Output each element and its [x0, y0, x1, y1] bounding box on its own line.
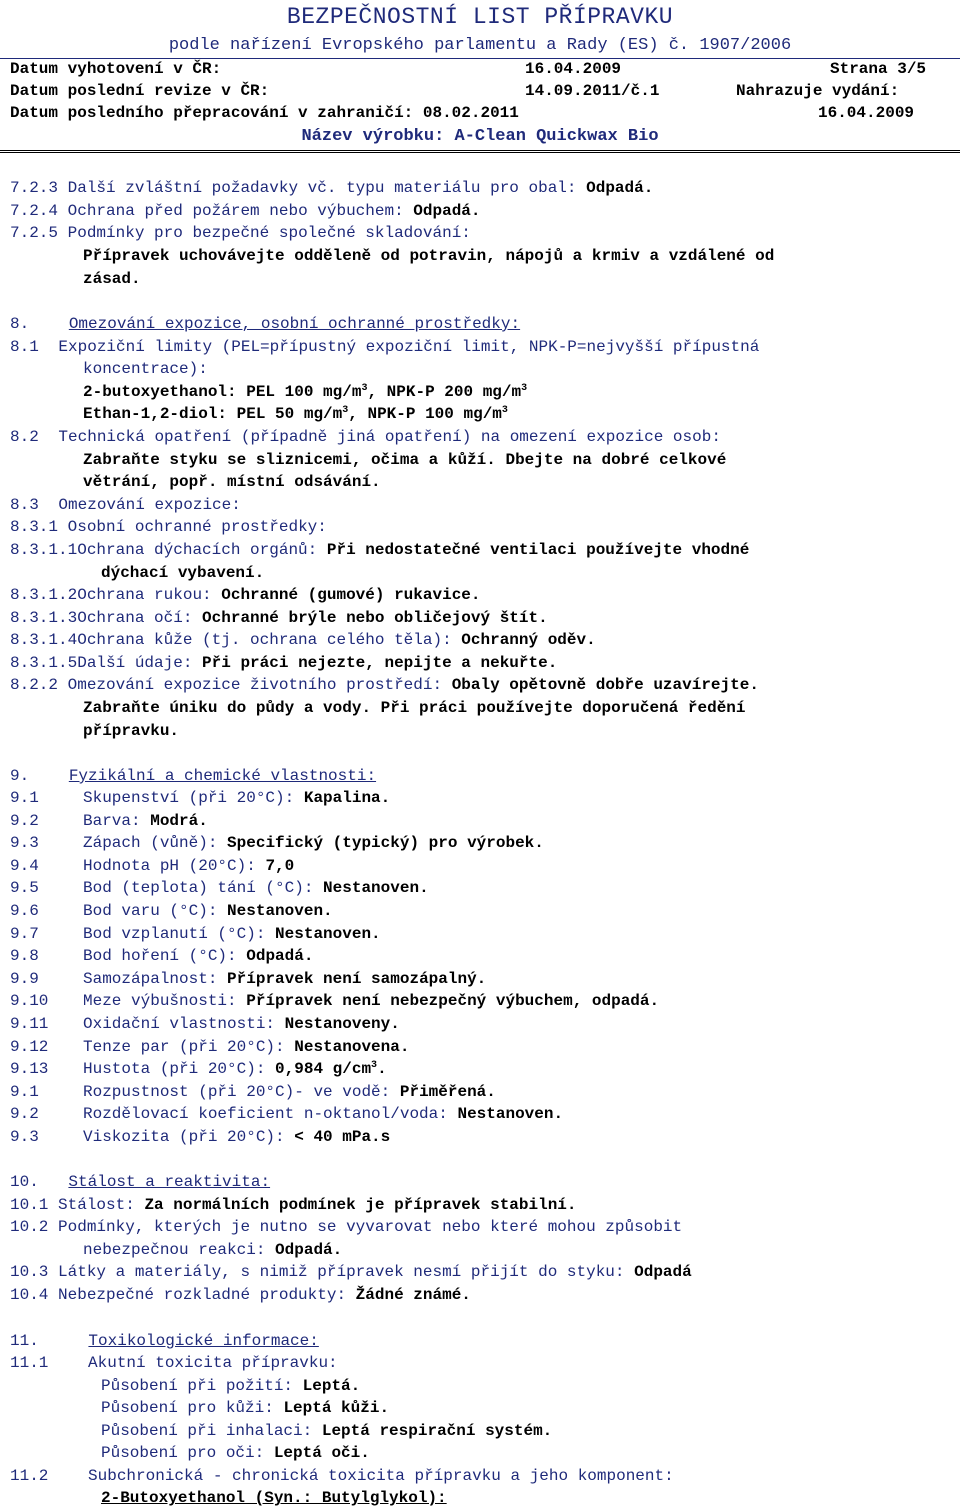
property-value: Nestanoven.	[457, 1105, 564, 1123]
property-label: Viskozita (při 20°C):	[83, 1128, 295, 1146]
header-bottom-rule	[0, 150, 960, 153]
item-number: 11.2	[10, 1467, 49, 1485]
property-label: Hustota (při 20°C):	[83, 1060, 276, 1078]
line-11-2	[10, 1465, 674, 1487]
page-number: Strana 3/5	[830, 60, 927, 78]
property-value: Přípravek není samozápalný.	[227, 970, 487, 988]
effect-ingestion	[101, 1375, 360, 1397]
property-value: Přiměřená.	[399, 1083, 496, 1101]
section-9-heading	[10, 765, 376, 787]
item-value: Odpadá.	[275, 1241, 343, 1259]
effect-value: Leptá respirační systém.	[321, 1422, 553, 1440]
document-subtitle: podle nařízení Evropského parlamentu a Rady (ES) č. 1907/2006	[168, 36, 792, 55]
item-text: Další údaje:	[77, 654, 203, 672]
property-number: 9.12	[10, 1038, 49, 1056]
line-8-2-2	[10, 674, 759, 696]
item-number: 8.3.1	[10, 518, 59, 536]
item-value: Ochranné (gumové) rukavice.	[221, 586, 481, 604]
item-text: Omezování expozice:	[58, 496, 241, 514]
line-7-2-4	[10, 200, 481, 222]
property-value: 0,984 g/cm	[275, 1060, 372, 1078]
section-number: 9.	[10, 767, 30, 785]
limit-2-butoxyethanol	[83, 381, 527, 403]
superscript: 3	[521, 383, 528, 394]
effect-label: Působení při inhalaci:	[101, 1422, 322, 1440]
item-number: 10.4	[10, 1286, 49, 1304]
line-8-2	[10, 426, 721, 448]
effect-inhalation	[101, 1420, 552, 1442]
property-value: Specifický (typický) pro výrobek.	[227, 834, 544, 852]
property-row	[10, 1126, 390, 1148]
property-row	[10, 923, 381, 945]
item-number: 11.1	[10, 1354, 49, 1372]
section-title: Fyzikální a chemické vlastnosti:	[68, 767, 377, 785]
creation-date-label: Datum vyhotovení v ČR:	[10, 60, 222, 78]
item-value: Obaly opětovně dobře uzavírejte.	[451, 676, 759, 694]
property-value: Nestanovena.	[294, 1038, 410, 1056]
item-value: Odpadá	[634, 1263, 692, 1281]
line-7-2-3	[10, 177, 653, 199]
property-value: Nestanoveny.	[284, 1015, 400, 1033]
item-text: Nebezpečné rozkladné produkty:	[58, 1286, 356, 1304]
property-value: Odpadá.	[246, 947, 314, 965]
property-row	[10, 990, 659, 1012]
item-number: 8.2.2	[10, 676, 59, 694]
property-value: Nestanoven.	[323, 879, 429, 897]
document-title: BEZPEČNOSTNÍ LIST PŘÍPRAVKU	[286, 4, 674, 30]
property-label: Rozpustnost (při 20°C)- ve vodě:	[83, 1083, 400, 1101]
line-10-1	[10, 1194, 577, 1216]
section-title: Toxikologické informace:	[88, 1332, 319, 1350]
superscript: 3	[361, 383, 368, 394]
property-value: Modrá.	[150, 812, 208, 830]
item-text: Ochrana rukou:	[77, 586, 222, 604]
line-8-3-1-2	[10, 584, 481, 606]
item-text: Expoziční limity (PEL=přípustný expoziční limit, NPK-P=nejvyšší přípustná	[58, 338, 760, 356]
item-number: 7.2.5	[10, 224, 59, 242]
effect-skin	[101, 1397, 389, 1419]
effect-value: Leptá kůži.	[283, 1399, 390, 1417]
item-text: Technická opatření (případně jiná opatření) na omezení expozice osob:	[58, 428, 721, 446]
property-row	[10, 855, 294, 877]
property-number: 9.7	[10, 925, 39, 943]
property-row	[10, 810, 208, 832]
item-value: Při práci nejezte, nepijte a nekuřte.	[202, 654, 558, 672]
effect-label: Působení při požití:	[101, 1377, 303, 1395]
item-number: 8.3	[10, 496, 39, 514]
property-value: Přípravek není nebezpečný výbuchem, odpadá.	[246, 992, 660, 1010]
property-label: Tenze par (při 20°C):	[83, 1038, 295, 1056]
item-value: Ochranné brýle nebo obličejový štít.	[202, 609, 548, 627]
property-label: Hodnota pH (20°C):	[83, 857, 266, 875]
line-8-3-1-1	[10, 539, 749, 561]
property-label: Barva:	[83, 812, 151, 830]
storage-instruction-line1: Přípravek uchovávejte odděleně od potravin, nápojů a krmiv a vzdálené od	[83, 247, 775, 265]
technical-measures-line2: větrání, popř. místní odsávání.	[83, 473, 381, 491]
property-value: 7,0	[265, 857, 295, 875]
effect-value: Leptá.	[302, 1377, 361, 1395]
item-text: Látky a materiály, s nimiž přípravek nesmí přijít do styku:	[58, 1263, 635, 1281]
property-number: 9.3	[10, 1128, 39, 1146]
product-name: Název výrobku: A-Clean Quickwax Bio	[301, 127, 659, 146]
storage-instruction-line2: zásad.	[83, 270, 141, 288]
item-number: 8.3.1.4	[10, 631, 78, 649]
property-number: 9.6	[10, 902, 39, 920]
property-number: 9.11	[10, 1015, 49, 1033]
property-label: Bod varu (°C):	[83, 902, 228, 920]
property-row	[10, 877, 429, 899]
effect-label: Působení pro kůži:	[101, 1399, 284, 1417]
env-measures-line3: přípravku.	[83, 722, 180, 740]
property-label: Bod (teplota) tání (°C):	[83, 879, 324, 897]
property-number: 9.2	[10, 1105, 39, 1123]
item-number: 8.1	[10, 338, 39, 356]
section-number: 11.	[10, 1332, 39, 1350]
property-label: Zápach (vůně):	[83, 834, 228, 852]
section-title: Stálost a reaktivita:	[68, 1173, 271, 1191]
limit-text: Ethan-1,2-diol: PEL 50 mg/m	[83, 405, 343, 423]
section-number: 10.	[10, 1173, 39, 1191]
property-value: Nestanoven.	[275, 925, 381, 943]
property-row	[10, 1058, 387, 1080]
line-8-3-1	[10, 516, 327, 538]
property-value: Kapalina.	[303, 789, 391, 807]
line-10-4	[10, 1284, 471, 1306]
item-number: 10.1	[10, 1196, 49, 1214]
item-value: Za normálních podmínek je přípravek stabilní.	[144, 1196, 577, 1214]
line-8-3-1-1-cont: dýchací vybavení.	[101, 564, 265, 582]
line-11-1	[10, 1352, 338, 1374]
env-measures-line2: Zabraňte úniku do půdy a vody. Při práci používejte doporučená ředění	[83, 699, 746, 717]
item-text: Osobní ochranné prostředky:	[67, 518, 327, 536]
replaces-date: 16.04.2009	[818, 104, 915, 122]
item-number: 10.2	[10, 1218, 49, 1236]
property-label: Meze výbušnosti:	[83, 992, 247, 1010]
property-row	[10, 1036, 409, 1058]
item-text: Ochrana kůže (tj. ochrana celého těla):	[77, 631, 462, 649]
property-number: 9.8	[10, 947, 39, 965]
item-text: Ochrana dýchacích orgánů:	[77, 541, 327, 559]
technical-measures-line1: Zabraňte styku se sliznicemi, očima a kůží. Dbejte na dobré celkové	[83, 451, 727, 469]
item-text: Podmínky pro bezpečné společné skladování:	[67, 224, 471, 242]
revision-date: 14.09.2011/č.1	[525, 82, 660, 100]
effect-eyes	[101, 1442, 370, 1464]
superscript: 3	[371, 1060, 378, 1071]
line-7-2-5	[10, 222, 471, 244]
line-8-1	[10, 336, 759, 358]
item-number: 7.2.3	[10, 179, 59, 197]
property-number: 9.4	[10, 857, 39, 875]
property-row	[10, 787, 390, 809]
section-number: 8.	[10, 315, 30, 333]
limit-text: , NPK-P 200 mg/m	[367, 383, 522, 401]
property-number: 9.10	[10, 992, 49, 1010]
section-11-heading	[10, 1330, 319, 1352]
property-row	[10, 832, 544, 854]
item-text: Ochrana před požárem nebo výbuchem:	[67, 202, 414, 220]
effect-value: Leptá oči.	[273, 1444, 370, 1462]
property-number: 9.13	[10, 1060, 49, 1078]
line-10-2	[10, 1216, 682, 1238]
property-number: 9.3	[10, 834, 39, 852]
line-8-3-1-4	[10, 629, 596, 651]
item-value: Žádné známé.	[355, 1286, 471, 1304]
property-label: Rozdělovací koeficient n-oktanol/voda:	[83, 1105, 458, 1123]
property-row	[10, 1103, 563, 1125]
property-number: 9.1	[10, 789, 39, 807]
property-label: Bod hoření (°C):	[83, 947, 247, 965]
item-number: 10.3	[10, 1263, 49, 1281]
property-label: Skupenství (při 20°C):	[83, 789, 304, 807]
property-row	[10, 968, 486, 990]
item-value: Ochranný oděv.	[461, 631, 596, 649]
foreign-revision-date: Datum posledního přepracování v zahraničí: 08.02.2011	[10, 104, 519, 122]
item-text: nebezpečnou reakci:	[83, 1241, 276, 1259]
item-number: 8.3.1.3	[10, 609, 78, 627]
replaces-label: Nahrazuje vydání:	[736, 82, 900, 100]
effect-label: Působení pro oči:	[101, 1444, 274, 1462]
line-8-3-1-5	[10, 652, 557, 674]
property-value-suffix: .	[377, 1060, 387, 1078]
line-8-1-cont: koncentrace):	[83, 360, 208, 378]
line-8-3	[10, 494, 241, 516]
item-text: Omezování expozice životního prostředí:	[67, 676, 452, 694]
section-10-heading	[10, 1171, 270, 1193]
property-number: 9.2	[10, 812, 39, 830]
property-label: Bod vzplanutí (°C):	[83, 925, 276, 943]
property-label: Oxidační vlastnosti:	[83, 1015, 285, 1033]
section-8-heading	[10, 313, 520, 335]
item-text: Stálost:	[58, 1196, 145, 1214]
section-title: Omezování expozice, osobní ochranné prostředky:	[68, 315, 521, 333]
item-value: Odpadá.	[586, 179, 654, 197]
item-number: 8.2	[10, 428, 39, 446]
header-divider	[0, 58, 960, 59]
component-heading: 2-Butoxyethanol (Syn.: Butylglykol):	[101, 1489, 447, 1507]
creation-date: 16.04.2009	[525, 60, 622, 78]
property-number: 9.5	[10, 879, 39, 897]
line-8-3-1-3	[10, 607, 548, 629]
property-row	[10, 1081, 496, 1103]
superscript: 3	[342, 405, 349, 416]
superscript: 3	[501, 405, 508, 416]
limit-ethanediol	[83, 403, 508, 425]
item-text: Podmínky, kterých je nutno se vyvarovat nebo které mohou způsobit	[58, 1218, 683, 1236]
property-number: 9.1	[10, 1083, 39, 1101]
item-number: 7.2.4	[10, 202, 59, 220]
limit-text: 2-butoxyethanol: PEL 100 mg/m	[83, 383, 362, 401]
property-row	[10, 900, 333, 922]
item-number: 8.3.1.5	[10, 654, 78, 672]
line-10-2-cont	[83, 1239, 342, 1261]
item-text: Akutní toxicita přípravku:	[88, 1354, 338, 1372]
property-number: 9.9	[10, 970, 39, 988]
item-value: Odpadá.	[413, 202, 481, 220]
property-row	[10, 1013, 400, 1035]
item-value: Při nedostatečné ventilaci používejte vhodné	[326, 541, 750, 559]
revision-date-label: Datum poslední revize v ČR:	[10, 82, 270, 100]
property-value: < 40 mPa.s	[294, 1128, 391, 1146]
item-text: Další zvláštní požadavky vč. typu materiálu pro obal:	[67, 179, 587, 197]
item-number: 8.3.1.1	[10, 541, 78, 559]
line-10-3	[10, 1261, 692, 1283]
item-text: Ochrana očí:	[77, 609, 203, 627]
property-label: Samozápalnost:	[83, 970, 228, 988]
property-value: Nestanoven.	[227, 902, 333, 920]
item-text: Subchronická - chronická toxicita přípravku a jeho komponent:	[88, 1467, 674, 1485]
limit-text: , NPK-P 100 mg/m	[348, 405, 502, 423]
item-number: 8.3.1.2	[10, 586, 78, 604]
property-row	[10, 945, 313, 967]
